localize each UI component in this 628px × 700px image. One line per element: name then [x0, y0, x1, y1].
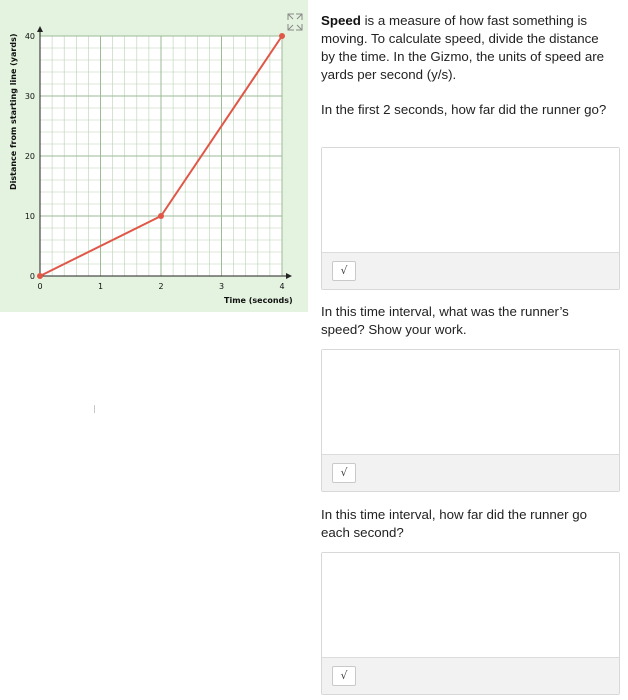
answer-box-3: [321, 552, 620, 695]
y-tick-label: 0: [29, 272, 35, 281]
data-point: [37, 273, 43, 279]
question-3: [321, 506, 611, 542]
answer-toolbar-3: [322, 657, 619, 694]
data-point: [279, 33, 285, 39]
y-tick-label: 10: [24, 212, 35, 221]
answer-input-1[interactable]: [322, 148, 619, 252]
x-tick-label: 0: [37, 282, 43, 291]
y-tick-label: 30: [24, 92, 35, 101]
distance-time-graph: [0, 0, 308, 312]
answer-input-3[interactable]: [322, 553, 619, 657]
equation-button[interactable]: √: [332, 666, 356, 686]
question-2: [321, 303, 611, 339]
intro-bold-term: Speed: [321, 13, 361, 28]
y-axis-title: Distance from starting line (yards): [9, 33, 18, 190]
y-tick-label: 40: [24, 32, 35, 41]
expand-arrows-icon[interactable]: [288, 14, 302, 30]
y-tick-label: 20: [24, 152, 35, 161]
stray-mark: [94, 405, 95, 413]
x-axis-arrow: [286, 273, 292, 279]
answer-toolbar-2: [322, 454, 619, 491]
intro-paragraph: [321, 12, 611, 84]
answer-toolbar-1: [322, 252, 619, 289]
equation-button[interactable]: √: [332, 463, 356, 483]
x-tick-label: 3: [218, 282, 225, 291]
x-tick-label: 2: [158, 282, 164, 291]
answer-box-1: [321, 147, 620, 290]
question-1: [321, 101, 611, 119]
intro-text: is a measure of how fast something is moving. To calculate speed, divide the distance by the time. In the Gizmo, the units of speed are yards per second (y/s).: [321, 13, 605, 82]
data-point: [158, 213, 164, 219]
x-tick-label: 4: [279, 282, 285, 291]
x-axis-title: Time (seconds): [224, 296, 293, 305]
y-axis-arrow: [37, 26, 43, 32]
question-1-text: In the first 2 seconds, how far did the runner go?: [321, 102, 607, 117]
question-2-text: In this time interval, what was the runner’s speed? Show your work.: [321, 304, 569, 337]
question-3-text: In this time interval, how far did the runner go each second?: [321, 507, 588, 540]
answer-input-2[interactable]: [322, 350, 619, 454]
x-tick-label: 1: [97, 282, 104, 291]
chart-svg: [0, 0, 308, 312]
equation-button[interactable]: √: [332, 261, 356, 281]
answer-box-2: [321, 349, 620, 492]
